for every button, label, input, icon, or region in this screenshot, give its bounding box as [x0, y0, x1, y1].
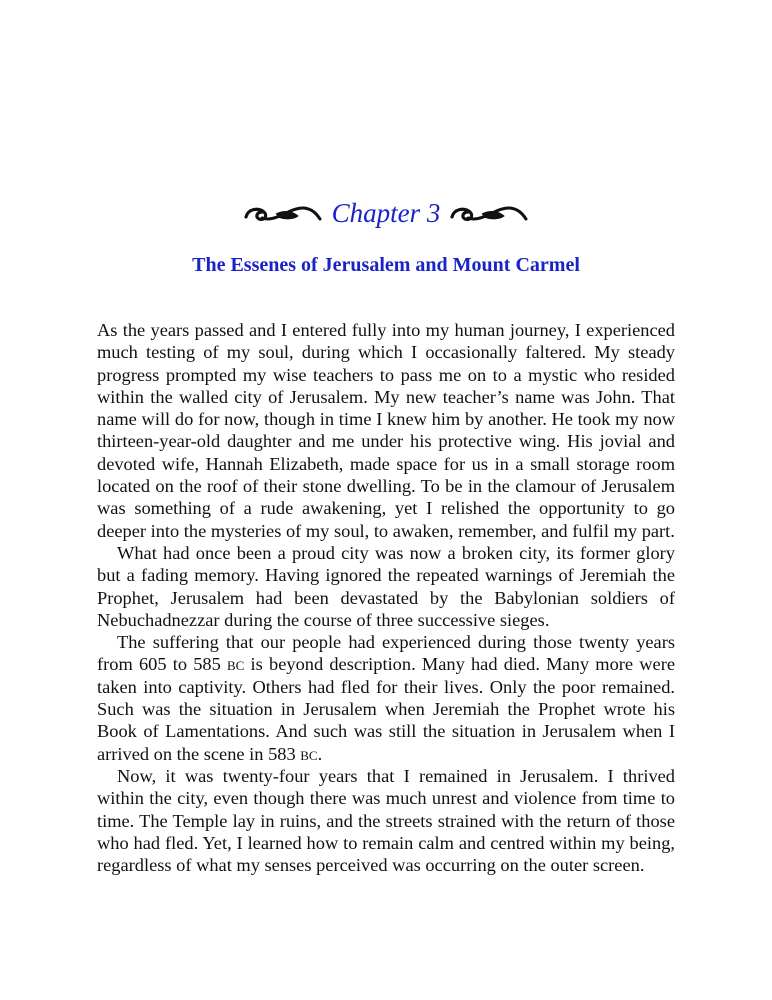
- paragraph-4: [97, 765, 675, 876]
- chapter-heading: [0, 196, 772, 230]
- era-abbreviation: bc: [227, 654, 245, 675]
- paragraph-1: [97, 319, 675, 542]
- paragraph-text: .: [317, 743, 323, 764]
- paragraph-text: The suffering that our people had experienced during those twenty years from 605 to 585: [97, 632, 675, 675]
- paragraph-text: What had once been a proud city was now a broken city, its former glory but a fading memory. Having ignored the repeated warnings of Jeremiah the Prophet, Jerusalem had been devastated by the Babylonian soldiers of Nebuchadnezzar during the course of three successive sieges.: [97, 542, 675, 630]
- chapter-subtitle: The Essenes of Jerusalem and Mount Carmel: [192, 254, 580, 276]
- paragraph-3: [97, 631, 675, 765]
- paragraph-text: Now, it was twenty-four years that I remained in Jerusalem. I thrived within the city, even though there was much unrest and violence from time to time. The Temple lay in ruins, and the streets strained with the return of those who had fled. Yet, I learned how to remain calm and centred within my being, regardless of what my senses perceived was occurring on the outer screen.: [97, 765, 675, 876]
- era-abbreviation: bc: [300, 743, 318, 764]
- right-swirl-ornament-icon: [448, 199, 530, 227]
- chapter-title: Chapter 3: [331, 198, 441, 228]
- chapter-body: [97, 319, 675, 876]
- paragraph-2: [97, 542, 675, 631]
- left-swirl-ornament-icon: [242, 199, 324, 227]
- paragraph-text: is beyond description. Many had died. Many more were taken into captivity. Others had fled for their lives. Only the poor remained. Such was the situation in Jerusalem when Jeremiah the Prophet wrote his Book of Lamentations. And such was still the situation in Jerusalem when I arrived on the scene in 583: [97, 654, 675, 764]
- paragraph-text: As the years passed and I entered fully into my human journey, I experienced much testing of my soul, during which I occasionally faltered. My steady progress prompted my wise teachers to pass me on to a mystic who resided within the walled city of Jerusalem. My new teacher’s name was John. That name will do for now, though in time I knew him by another. He took my now thirteen-year-old daughter and me under his protective wing. His jovial and devoted wife, Hannah Elizabeth, made space for us in a small storage room located on the roof of their stone dwelling. To be in the clamour of Jerusalem was something of a rude awakening, yet I relished the opportunity to go deeper into the mysteries of my soul, to awaken, remember, and fulfil my part.: [97, 320, 675, 541]
